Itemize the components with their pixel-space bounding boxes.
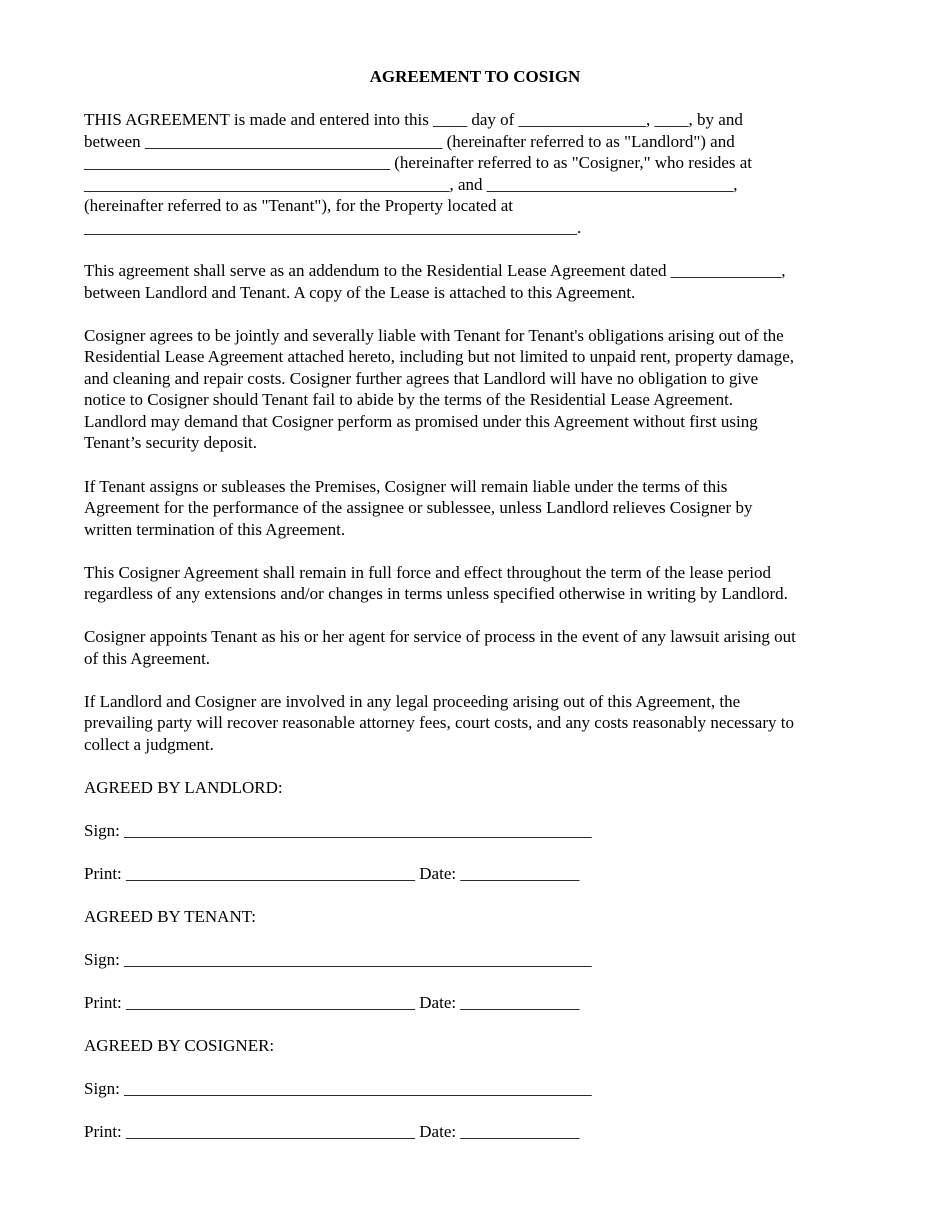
intro-line: ____________________________________ (hereinafter referred to as "Cosigner," who resides at [84, 153, 753, 172]
landlord-sign-field[interactable]: Sign: _______________________________________________________ [84, 821, 592, 840]
cosigner-sign-field[interactable]: Sign: _______________________________________________________ [84, 1079, 592, 1098]
liability-line: Landlord may demand that Cosigner perform as promised under this Agreement without first using [84, 412, 758, 431]
agent-line: Cosigner appoints Tenant as his or her agent for service of process in the event of any lawsuit arising out [84, 627, 796, 646]
intro-line: between ___________________________________ (hereinafter referred to as "Landlord") and [84, 132, 735, 151]
fees-line: collect a judgment. [84, 735, 214, 754]
liability-line: Tenant’s security deposit. [84, 433, 258, 452]
liability-line: and cleaning and repair costs. Cosigner further agrees that Landlord will have no obligation to give [84, 369, 759, 388]
sublease-line: If Tenant assigns or subleases the Premises, Cosigner will remain liable under the terms of this [84, 477, 728, 496]
document-title: AGREEMENT TO COSIGN [369, 67, 581, 86]
intro-line: (hereinafter referred to as "Tenant"), for the Property located at [84, 196, 513, 215]
addendum-line: between Landlord and Tenant. A copy of the Lease is attached to this Agreement. [84, 283, 636, 302]
tenant-print-date-field[interactable]: Print: __________________________________ Date: ______________ [84, 993, 580, 1012]
sublease-line: Agreement for the performance of the assignee or sublessee, unless Landlord relieves Cosigner by [84, 498, 753, 517]
liability-line: Cosigner agrees to be jointly and severally liable with Tenant for Tenant's obligations arising out of the [84, 326, 784, 345]
tenant-sign-field[interactable]: Sign: _______________________________________________________ [84, 950, 592, 969]
liability-line: notice to Cosigner should Tenant fail to abide by the terms of the Residential Lease Agreement. [84, 390, 734, 409]
intro-line: ___________________________________________, and _____________________________, [84, 175, 738, 194]
intro-line: THIS AGREEMENT is made and entered into this ____ day of _______________, ____, by and [84, 110, 743, 129]
cosigner-heading: AGREED BY COSIGNER: [84, 1036, 275, 1055]
landlord-heading: AGREED BY LANDLORD: [84, 778, 283, 797]
term-line: regardless of any extensions and/or changes in terms unless specified otherwise in writing by Landlord. [84, 584, 788, 603]
term-line: This Cosigner Agreement shall remain in full force and effect throughout the term of the lease period [84, 563, 772, 582]
intro-line: __________________________________________________________. [84, 218, 582, 237]
landlord-print-date-field[interactable]: Print: __________________________________ Date: ______________ [84, 864, 580, 883]
fees-line: prevailing party will recover reasonable attorney fees, court costs, and any costs reasonably necessary to [84, 713, 794, 732]
addendum-line: This agreement shall serve as an addendum to the Residential Lease Agreement dated _____________, [84, 261, 786, 280]
liability-line: Residential Lease Agreement attached hereto, including but not limited to unpaid rent, property damage, [84, 347, 794, 366]
tenant-heading: AGREED BY TENANT: [84, 907, 256, 926]
agent-line: of this Agreement. [84, 649, 211, 668]
cosigner-print-date-field[interactable]: Print: __________________________________ Date: ______________ [84, 1122, 580, 1141]
fees-line: If Landlord and Cosigner are involved in any legal proceeding arising out of this Agreement, the [84, 692, 741, 711]
sublease-line: written termination of this Agreement. [84, 520, 346, 539]
